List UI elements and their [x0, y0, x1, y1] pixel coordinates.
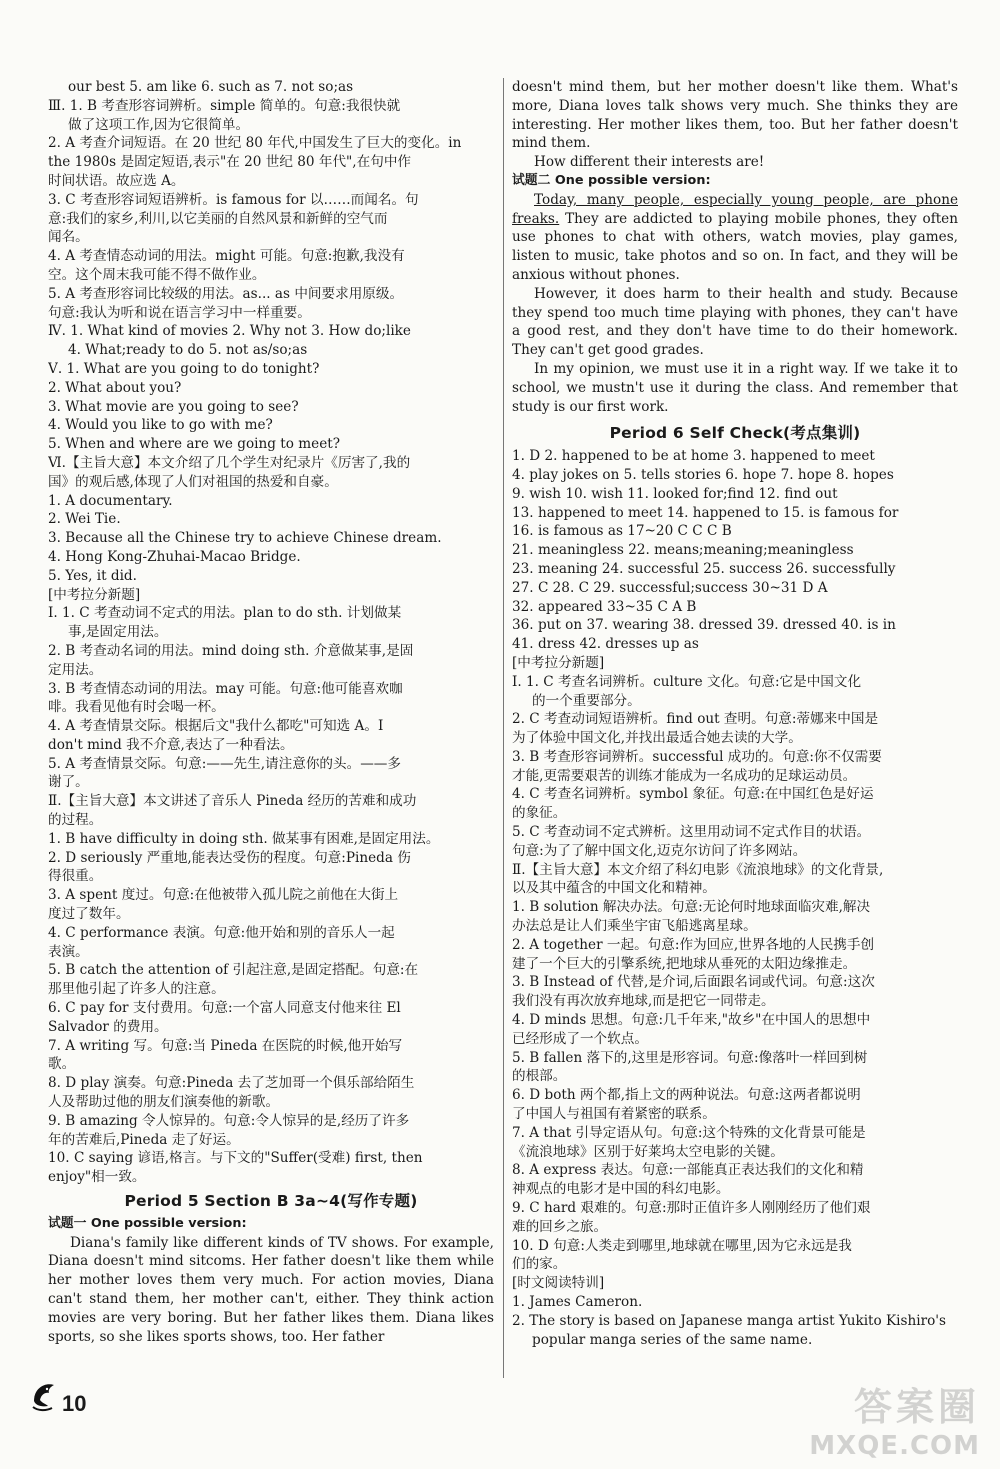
left-answer-line: 4. What;ready to do 5. not as/so;as: [68, 342, 308, 359]
left-answer-line: 3. B 考查情态动词的用法。may 可能。句意:他可能喜欢咖: [48, 680, 403, 697]
right-answer-line: 7. A that 引导定语从句。句意:这个特殊的文化背景可能是: [512, 1124, 866, 1141]
site-watermark: [809, 1376, 980, 1461]
left-answer-line: 7. A writing 写。句意:当 Pineda 在医院的时候,他开始写: [48, 1037, 403, 1054]
left-answer-line: 那里他引起了许多人的注意。: [48, 981, 225, 998]
left-answer-line: 啡。我看见他有时会喝一杯。: [48, 699, 225, 716]
right-answer-line: 才能,更需要艰苦的训练才能成为一名成功的足球运动员。: [512, 767, 857, 784]
left-answer-line: enjoy"相一致。: [48, 1169, 146, 1186]
left-answer-line: [中考拉分新题]: [48, 586, 141, 603]
right-answer-line: 41. dress 42. dresses up as: [512, 636, 699, 653]
right-answer-line: 我们没有再次放弃地球,而是把它一同带走。: [512, 993, 775, 1010]
left-answer-line: 9. B amazing 令人惊异的。句意:令人惊异的是,经历了许多: [48, 1112, 410, 1129]
left-answer-line: 5. When and where are we going to meet?: [48, 436, 341, 453]
left-answer-line: Ⅴ. 1. What are you going to do tonight?: [48, 360, 320, 377]
right-answer-line: 《流浪地球》区别于好莱坞太空电影的关键。: [512, 1143, 784, 1160]
trial-two-label: 试题二 One possible version:: [512, 172, 711, 188]
left-answer-line: 5. B catch the attention of 引起注意,是固定搭配。句意:在: [48, 962, 419, 979]
left-answer-line: 度过了数年。: [48, 906, 130, 923]
right-answer-line: 的根部。: [512, 1068, 567, 1085]
right-answer-line: 难的回乡之旅。: [512, 1218, 608, 1235]
right-answer-line: 句意:为了了解中国文化,迈克尔访问了许多网站。: [512, 842, 807, 859]
left-answer-line: 表演。: [48, 943, 89, 960]
right-answer-line: 8. A express 表达。句意:一部能真正表达我们的文化和精: [512, 1162, 864, 1179]
left-answer-line: 2. B 考查动名词的用法。mind doing sth. 介意做某事,是固: [48, 642, 414, 659]
right-answer-line: 32. appeared 33~35 C A B: [512, 598, 697, 615]
left-answer-line: Ⅵ.【主旨大意】本文介绍了几个学生对纪录片《厉害了,我的: [48, 454, 411, 471]
left-answer-line: 5. A 考查情景交际。句意:——先生,请注意你的头。——多: [48, 755, 401, 772]
right-answer-line: Ⅰ. 1. C 考查名词辨析。culture 文化。句意:它是中国文化: [512, 673, 862, 690]
left-answer-line: 3. A spent 度过。句意:在他被带入孤儿院之前他在大街上: [48, 887, 399, 904]
left-answer-line: 定用法。: [48, 661, 103, 678]
trial-two-topic-sentence: Today, many people, especially young people, are phone freaks.: [512, 191, 958, 227]
right-answer-line: 2. The story is based on Japanese manga artist Yukito Kishiro's: [512, 1312, 946, 1329]
right-answer-line: 21. meaningless 22. means;meaning;meaningless: [512, 542, 854, 559]
right-answer-line: 建了一个巨大的引擎系统,把地球从垂死的太阳边缘推走。: [512, 955, 857, 972]
left-answer-line: 3. What movie are you going to see?: [48, 398, 299, 415]
left-answer-line: 做了这项工作,因为它很简单。: [68, 116, 250, 133]
right-answer-line: 的一个重要部分。: [532, 692, 641, 709]
left-answer-line: 4. A 考查情态动词的用法。might 可能。句意:抱歉,我没有: [48, 248, 405, 265]
trial-two-paragraph-1: [512, 191, 958, 285]
right-answer-line: 3. B Instead of 代替,是介词,后面跟名词或代词。句意:这次: [512, 974, 875, 991]
left-answer-lines: [48, 78, 494, 1187]
right-answer-line: 5. B fallen 落下的,这里是形容词。句意:像落叶一样回到树: [512, 1049, 868, 1066]
left-answer-line: 句意:我认为听和说在语言学习中一样重要。: [48, 304, 311, 321]
left-answer-line: our best 5. am like 6. such as 7. not so;as: [68, 79, 354, 95]
left-column: [48, 78, 494, 1346]
left-answer-line: 5. Yes, it did.: [48, 567, 137, 584]
left-answer-line: 2. A 考查介词短语。在 20 世纪 80 年代,中国发生了巨大的变化。in: [48, 135, 462, 152]
trial-two-paragraph-3: In my opinion, we must use it in a right way. If we take it to school, we mustn't use it during the class. And remember that study is our first work.: [512, 360, 958, 415]
right-answer-line: 神观点的电影才是中国的科幻电影。: [512, 1181, 730, 1198]
left-answer-line: 3. Because all the Chinese try to achieve Chinese dream.: [48, 530, 442, 547]
right-answer-lines: [512, 447, 958, 1349]
dolphin-logo-icon: [30, 1379, 60, 1417]
left-answer-line: the 1980s 是固定短语,表示"在 20 世纪 80 年代",在句中作: [48, 154, 412, 171]
left-answer-line: don't mind 我不介意,表达了一种看法。: [48, 736, 294, 753]
left-answer-line: 闻名。: [48, 229, 89, 246]
page-number: 10: [62, 1391, 87, 1416]
right-answer-line: 4. C 考查名词辨析。symbol 象征。句意:在中国红色是好运: [512, 786, 874, 803]
right-answer-line: 2. C 考查动词短语辨析。find out 查明。句意:蒂娜来中国是: [512, 711, 879, 728]
right-answer-line: 4. play jokes on 5. tells stories 6. hope 7. hope 8. hopes: [512, 466, 894, 483]
left-answer-line: 10. C saying 谚语,格言。与下文的"Suffer(受难) first, then: [48, 1150, 423, 1167]
right-answer-line: 已经形成了一个软点。: [512, 1030, 648, 1047]
right-answer-line: 的象征。: [512, 805, 567, 822]
right-answer-line: 办法总是让人们乘坐宇宙飞船逃离星球。: [512, 918, 757, 935]
trial-one-essay: Diana's family like different kinds of TV shows. For example, Diana doesn't mind sitcoms. Her father doesn't like them while her mother loves them very much. For action movies, Diana can't stand them, her mother can't, either. They think action movies are very boring. But her father likes them. Diana likes sports, so she likes sports shows, too. Her father: [48, 1234, 494, 1345]
right-answer-line: [中考拉分新题]: [512, 654, 605, 671]
right-answer-line: 23. meaning 24. successful 25. success 26. successfully: [512, 560, 896, 577]
right-answer-line: 6. D both 两个都,指上文的两种说法。句意:这两者都说明: [512, 1087, 861, 1104]
right-answer-line: 2. A together 一起。句意:作为回应,世界各地的人民携手创: [512, 936, 875, 953]
right-answer-line: Ⅱ.【主旨大意】本文介绍了科幻电影《流浪地球》的文化背景,: [512, 861, 884, 878]
right-answer-line: 13. happened to meet 14. happened to 15. is famous for: [512, 504, 899, 521]
right-column: [512, 78, 958, 1349]
left-answer-line: 2. Wei Tie.: [48, 511, 121, 528]
watermark-chinese: 答案圈: [853, 1385, 980, 1429]
left-answer-line: 1. A documentary.: [48, 492, 173, 509]
trial-two-paragraph-2: However, it does harm to their health and study. Because they spend too much time playing with phones, they can't have a good rest, and they don't have time to do their homework. They can't get good grades.: [512, 285, 958, 359]
left-answer-line: 人及帮助过他的朋友们演奏他的新歌。: [48, 1094, 280, 1111]
left-answer-line: Salvador 的费用。: [48, 1018, 168, 1035]
right-answer-line: 1. D 2. happened to be at home 3. happened to meet: [512, 448, 875, 465]
left-answer-line: Ⅲ. 1. B 考查形容词辨析。simple 简单的。句意:我很快就: [48, 97, 401, 114]
right-answer-line: 1. B solution 解决办法。句意:无论何时地球面临灾难,解决: [512, 899, 871, 916]
left-answer-line: 得很重。: [48, 868, 103, 885]
left-answer-line: 2. What about you?: [48, 379, 182, 396]
left-answer-line: 歌。: [48, 1056, 76, 1073]
left-answer-line: 4. Hong Kong-Zhuhai-Macao Bridge.: [48, 548, 301, 565]
right-answer-line: [时文阅读特训]: [512, 1275, 605, 1292]
right-answer-line: 5. C 考查动词不定式辨析。这里用动词不定式作目的状语。: [512, 824, 871, 841]
right-answer-line: 9. C hard 艰难的。句意:那时正值许多人刚刚经历了他们艰: [512, 1200, 871, 1217]
watermark-domain: MXQE.COM: [809, 1431, 980, 1461]
right-answer-line: 们的家。: [512, 1256, 567, 1273]
left-answer-line: 3. C 考查形容词短语辨析。is famous for 以……而闻名。句: [48, 191, 419, 208]
left-answer-line: 意:我们的家乡,利川,以它美丽的自然风景和新鲜的空气而: [48, 210, 388, 227]
left-answer-line: 4. Would you like to go with me?: [48, 417, 273, 434]
right-answer-line: 9. wish 10. wish 11. looked for;find 12. find out: [512, 485, 838, 502]
left-answer-line: 事,是固定用法。: [68, 624, 168, 641]
right-answer-line: 36. put on 37. wearing 38. dressed 39. dressed 40. is in: [512, 617, 896, 634]
right-answer-line: 4. D minds 思想。句意:几千年来,"故乡"在中国人的思想中: [512, 1012, 871, 1029]
section-heading-period-5: Period 5 Section B 3a~4(写作专题): [124, 1192, 418, 1211]
left-answer-line: 2. D seriously 严重地,能表达受伤的程度。句意:Pineda 伤: [48, 849, 411, 866]
left-answer-line: 时间状语。故应选 A。: [48, 172, 185, 189]
left-answer-line: 5. A 考查形容词比较级的用法。as... as 中间要求用原级。: [48, 285, 404, 302]
left-answer-line: 谢了。: [48, 774, 89, 791]
right-answer-line: popular manga series of the same name.: [532, 1331, 813, 1348]
left-answer-line: 的过程。: [48, 812, 103, 829]
trial-one-essay-continued: doesn't mind them, but her mother doesn't like them. What's more, Diana loves talk shows very much. She thinks they are interesting. Her mother likes them, too. But her father doesn't mind them.: [512, 79, 958, 152]
column-divider: [503, 78, 504, 1378]
left-answer-line: 4. A 考查情景交际。根据后文"我什么都吃"可知选 A。I: [48, 718, 384, 735]
page-footer: [30, 1379, 86, 1417]
left-answer-line: 6. C pay for 支付费用。句意:一个富人同意支付他来往 El: [48, 1000, 401, 1017]
left-answer-line: Ⅱ.【主旨大意】本文讲述了音乐人 Pineda 经历的苦难和成功: [48, 793, 417, 810]
right-answer-line: 了中国人与祖国有着紧密的联系。: [512, 1106, 716, 1123]
right-answer-line: 10. D 句意:人类走到哪里,地球就在哪里,因为它永远是我: [512, 1237, 852, 1254]
right-answer-line: 为了体验中国文化,并找出最适合她去读的大学。: [512, 730, 802, 747]
right-answer-line: 1. James Cameron.: [512, 1294, 643, 1310]
right-answer-line: 27. C 28. C 29. successful;success 30~31 D A: [512, 579, 828, 596]
trial-one-essay-ending: How different their interests are!: [534, 154, 765, 171]
left-answer-line: 8. D play 演奏。句意:Pineda 去了芝加哥一个俱乐部给陌生: [48, 1075, 415, 1092]
left-answer-line: 空。这个周末我可能不得不做作业。: [48, 266, 266, 283]
left-answer-line: 国》的观后感,体现了人们对祖国的热爱和自豪。: [48, 473, 338, 490]
left-answer-line: 年的苦难后,Pineda 走了好运。: [48, 1131, 240, 1148]
left-answer-line: 1. B have difficulty in doing sth. 做某事有困难,是固定用法。: [48, 830, 440, 847]
left-answer-line: Ⅳ. 1. What kind of movies 2. Why not 3. How do;like: [48, 323, 411, 340]
right-answer-line: 3. B 考查形容词辨析。successful 成功的。句意:你不仅需要: [512, 748, 882, 765]
left-answer-line: Ⅰ. 1. C 考查动词不定式的用法。plan to do sth. 计划做某: [48, 605, 402, 622]
section-heading-period-6: Period 6 Self Check(考点集训): [609, 424, 861, 443]
right-answer-line: 16. is famous as 17~20 C C C B: [512, 523, 732, 540]
trial-one-label: 试题一 One possible version:: [48, 1215, 247, 1231]
right-answer-line: 以及其中蕴含的中国文化和精神。: [512, 880, 716, 897]
left-answer-line: 4. C performance 表演。句意:他开始和别的音乐人一起: [48, 924, 395, 941]
trial-two-paragraph-1-rest: They are addicted to playing mobile phones, they often use phones to chat with others, watch movies, play games, listen to music, take photos and so on. In fact, and they will be anxious without phones.: [512, 210, 958, 283]
